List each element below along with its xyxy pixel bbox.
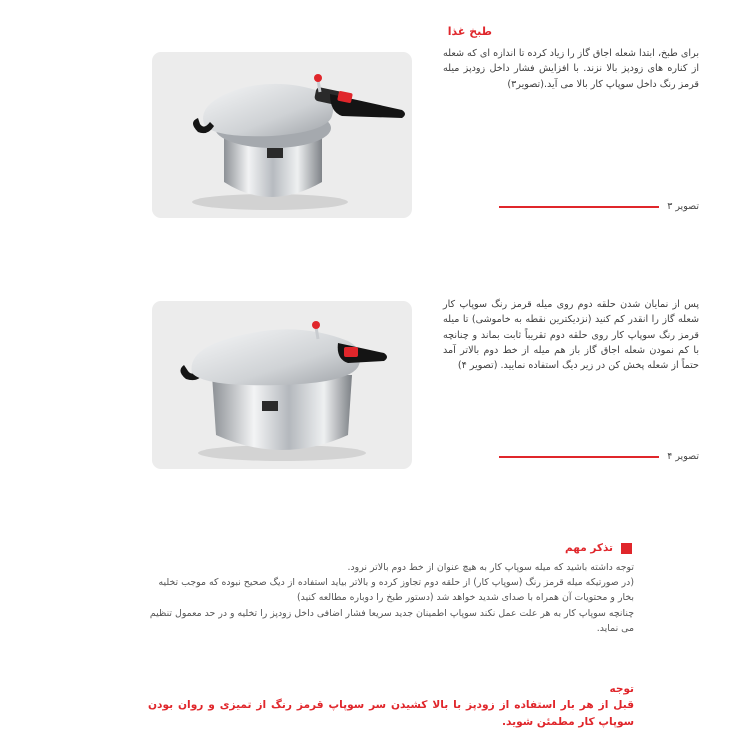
section-heading-cooking: طبخ غذا (447, 25, 492, 38)
pressure-cooker-icon (152, 52, 412, 218)
caption-divider (499, 206, 659, 208)
cooking-paragraph: برای طبخ، ابتدا شعله اجاق گاز را زیاد کرده تا اندازه ای که شعله از کناره های زودپز بالا نزند. با افزایش فشار داخل زودپز میله قرمز رنگ داخل سوپاپ کار بالا می آید.(تصویر۳) (443, 48, 699, 90)
pressure-cooker-icon (152, 301, 412, 469)
pressure-cooker-photo-4 (152, 301, 412, 469)
warning-title: توجه (609, 683, 634, 695)
important-note-header (565, 542, 632, 554)
caption-label: تصویر ۳ (667, 201, 699, 212)
important-note-title: تذکر مهم (565, 542, 613, 554)
caption-label: تصویر ۴ (667, 451, 699, 462)
note-marker (621, 543, 632, 554)
pressure-cooker-photo-3 (152, 52, 412, 218)
figure-caption-3 (443, 201, 699, 212)
figure-caption-4 (443, 451, 699, 462)
caption-divider (499, 456, 659, 458)
simmer-paragraph: پس از نمایان شدن حلقه دوم روی میله قرمز رنگ سوپاپ کار شعله گاز را انقدر کم کنید (نزدیکترین نقطه به خاموشی) تا میله قرمز رنگ سوپاپ کار روی حلقه دوم تقریباً ثابت بماند و چنانچه با کم نمودن شعله اجاق گاز باز هم میله از خط دوم بالاتر آمد حتماً از شعله پخش کن در زیر دیگ استفاده نمایید. (تصویر ۴) (443, 299, 699, 372)
note-line: توجه داشته باشید که میله سوپاپ کار به هیچ عنوان از خط دوم بالاتر نرود. (347, 562, 634, 573)
note-line: (در صورتیکه میله قرمز رنگ (سوپاپ کار) از حلقه دوم تجاوز کرده و بالاتر بیاید استفاده از دیگ صحیح نبوده که موجب تخلیه بخار و محتویات آن همراه با صدای شدید خواهد شد (دستور طبخ را دوباره مطالعه کنید) (158, 577, 634, 604)
warning-text: قبل از هر بار استفاده از زودپز با بالا کشیدن سر سوپاپ قرمز رنگ از تمیزی و روان بودن سوپاپ کار مطمئن شوید. (148, 699, 634, 728)
important-note-body (148, 560, 634, 636)
note-line: چنانچه سوپاپ کار به هر علت عمل نکند سوپاپ اطمینان جدید سریعا فشار اضافی داخل زودپز را تخلیه و در حد معمول تنظیم می نماید. (149, 607, 634, 634)
